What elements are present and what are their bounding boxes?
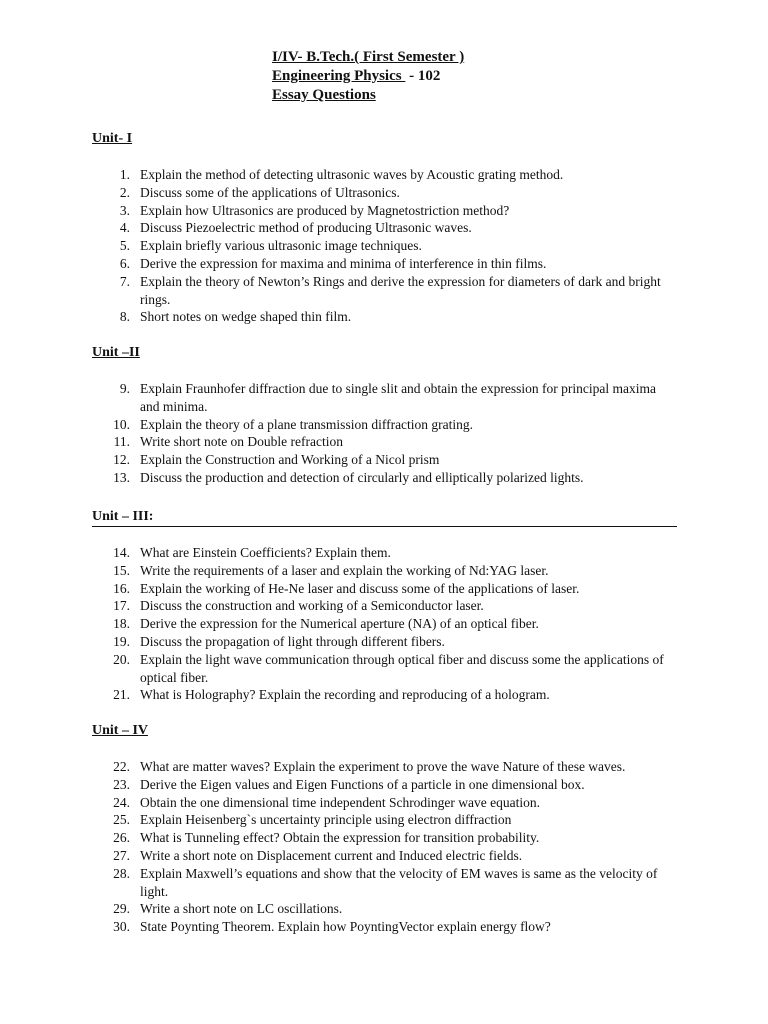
question-number: 5. bbox=[119, 238, 130, 254]
question-number: 25. bbox=[113, 812, 130, 828]
question-text: Discuss the propagation of light through different fibers. bbox=[140, 633, 445, 649]
question-text: What is Tunneling effect? Obtain the expression for transition probability. bbox=[140, 830, 540, 846]
question-number: 30. bbox=[113, 919, 130, 935]
question-item bbox=[92, 758, 672, 776]
question-item bbox=[92, 451, 672, 469]
question-number: 17. bbox=[113, 598, 130, 614]
question-number: 3. bbox=[119, 202, 130, 218]
question-text: What are Einstein Coefficients? Explain them. bbox=[140, 545, 391, 560]
question-item bbox=[92, 273, 672, 309]
question-item bbox=[92, 918, 672, 936]
question-item bbox=[92, 255, 672, 273]
question-item bbox=[92, 900, 672, 918]
unit-heading-3: Unit – III: bbox=[92, 508, 677, 527]
question-number: 24. bbox=[113, 794, 130, 810]
question-item bbox=[92, 433, 672, 451]
question-number: 4. bbox=[119, 220, 130, 236]
question-list-unit-4 bbox=[92, 758, 672, 936]
question-text: Explain the theory of Newton’s Rings and derive the expression for diameters of dark and bright rings. bbox=[140, 273, 661, 307]
question-item bbox=[92, 219, 672, 237]
question-list-unit-1 bbox=[92, 166, 672, 326]
question-text: What is Holography? Explain the recording and reproducing of a hologram. bbox=[140, 687, 550, 703]
question-number: 21. bbox=[113, 687, 130, 703]
unit-heading-1: Unit- I bbox=[92, 131, 133, 146]
course-name: Engineering Physics bbox=[272, 68, 406, 84]
question-text: Derive the expression for the Numerical aperture (NA) of an optical fiber. bbox=[140, 616, 539, 632]
question-text: Write short note on Double refraction bbox=[140, 434, 344, 450]
question-number: 16. bbox=[113, 580, 130, 596]
question-text: Obtain the one dimensional time independent Schrodinger wave equation. bbox=[140, 794, 541, 810]
question-number: 2. bbox=[119, 184, 130, 200]
question-number: 7. bbox=[119, 273, 130, 289]
question-item bbox=[92, 597, 672, 615]
question-item bbox=[92, 469, 672, 487]
question-item bbox=[92, 237, 672, 255]
question-item bbox=[92, 544, 672, 562]
unit-heading-4: Unit – IV bbox=[92, 723, 149, 738]
question-text: Derive the Eigen values and Eigen Functions of a particle in one dimensional box. bbox=[140, 776, 585, 792]
question-text: Explain Fraunhofer diffraction due to single slit and obtain the expression for principal maxima and minima. bbox=[140, 381, 656, 414]
question-text: Explain the light wave communication through optical fiber and discuss some the applications of optical fiber. bbox=[140, 651, 664, 685]
question-number: 15. bbox=[113, 562, 130, 578]
question-number: 20. bbox=[113, 651, 130, 667]
course-title bbox=[272, 67, 464, 86]
question-number: 26. bbox=[113, 830, 130, 846]
course-code: - 102 bbox=[405, 68, 441, 84]
document-subtitle: Essay Questions bbox=[272, 87, 376, 103]
semester-title: I/IV- B.Tech.( First Semester ) bbox=[272, 49, 465, 65]
question-list-unit-2 bbox=[92, 380, 672, 487]
question-item bbox=[92, 308, 672, 326]
question-number: 10. bbox=[113, 416, 130, 432]
question-item bbox=[92, 580, 672, 598]
question-text: Write a short note on Displacement current and Induced electric fields. bbox=[140, 847, 523, 863]
question-number: 1. bbox=[119, 167, 130, 182]
question-text: Discuss Piezoelectric method of producing Ultrasonic waves. bbox=[140, 220, 472, 236]
question-number: 18. bbox=[113, 616, 130, 632]
question-item bbox=[92, 380, 672, 416]
question-text: Discuss the construction and working of a Semiconductor laser. bbox=[140, 598, 484, 614]
question-text: State Poynting Theorem. Explain how PoyntingVector explain energy flow? bbox=[140, 919, 551, 935]
question-text: Short notes on wedge shaped thin film. bbox=[140, 309, 352, 325]
question-item bbox=[92, 166, 672, 184]
question-text: Discuss the production and detection of circularly and elliptically polarized lights. bbox=[140, 469, 584, 485]
question-number: 29. bbox=[113, 901, 130, 917]
question-text: Explain Maxwell’s equations and show that the velocity of EM waves is same as the velocity of light. bbox=[140, 865, 658, 899]
question-text: Explain briefly various ultrasonic image techniques. bbox=[140, 238, 422, 254]
question-number: 6. bbox=[119, 255, 130, 271]
question-item bbox=[92, 184, 672, 202]
question-number: 9. bbox=[119, 381, 130, 396]
question-item bbox=[92, 202, 672, 220]
document-header bbox=[272, 48, 464, 105]
question-text: Discuss some of the applications of Ultrasonics. bbox=[140, 184, 400, 200]
question-text: Explain how Ultrasonics are produced by Magnetostriction method? bbox=[140, 202, 510, 218]
question-number: 13. bbox=[113, 469, 130, 485]
question-item bbox=[92, 416, 672, 434]
question-text: Explain the method of detecting ultrasonic waves by Acoustic grating method. bbox=[140, 167, 564, 182]
question-item bbox=[92, 794, 672, 812]
question-text: What are matter waves? Explain the experiment to prove the wave Nature of these waves. bbox=[140, 759, 626, 774]
question-item bbox=[92, 811, 672, 829]
question-item bbox=[92, 829, 672, 847]
question-item bbox=[92, 633, 672, 651]
question-text: Explain the working of He-Ne laser and discuss some of the applications of laser. bbox=[140, 580, 580, 596]
question-text: Explain Heisenberg`s uncertainty principle using electron diffraction bbox=[140, 812, 512, 828]
question-number: 8. bbox=[119, 309, 130, 325]
unit-heading-2: Unit –II bbox=[92, 345, 140, 360]
question-text: Write a short note on LC oscillations. bbox=[140, 901, 343, 917]
question-text: Explain the Construction and Working of a Nicol prism bbox=[140, 452, 440, 468]
question-number: 27. bbox=[113, 847, 130, 863]
question-item bbox=[92, 686, 672, 704]
question-number: 22. bbox=[113, 759, 130, 774]
question-number: 14. bbox=[113, 545, 130, 560]
question-number: 12. bbox=[113, 452, 130, 468]
question-item bbox=[92, 776, 672, 794]
question-list-unit-3 bbox=[92, 544, 672, 704]
question-number: 28. bbox=[113, 865, 130, 881]
question-item bbox=[92, 847, 672, 865]
question-item bbox=[92, 615, 672, 633]
question-number: 23. bbox=[113, 776, 130, 792]
question-text: Explain the theory of a plane transmission diffraction grating. bbox=[140, 416, 474, 432]
question-item bbox=[92, 651, 672, 687]
question-text: Derive the expression for maxima and minima of interference in thin films. bbox=[140, 255, 547, 271]
question-number: 11. bbox=[113, 434, 130, 450]
question-text: Write the requirements of a laser and explain the working of Nd:YAG laser. bbox=[140, 562, 549, 578]
question-item bbox=[92, 865, 672, 901]
question-number: 19. bbox=[113, 633, 130, 649]
question-item bbox=[92, 562, 672, 580]
